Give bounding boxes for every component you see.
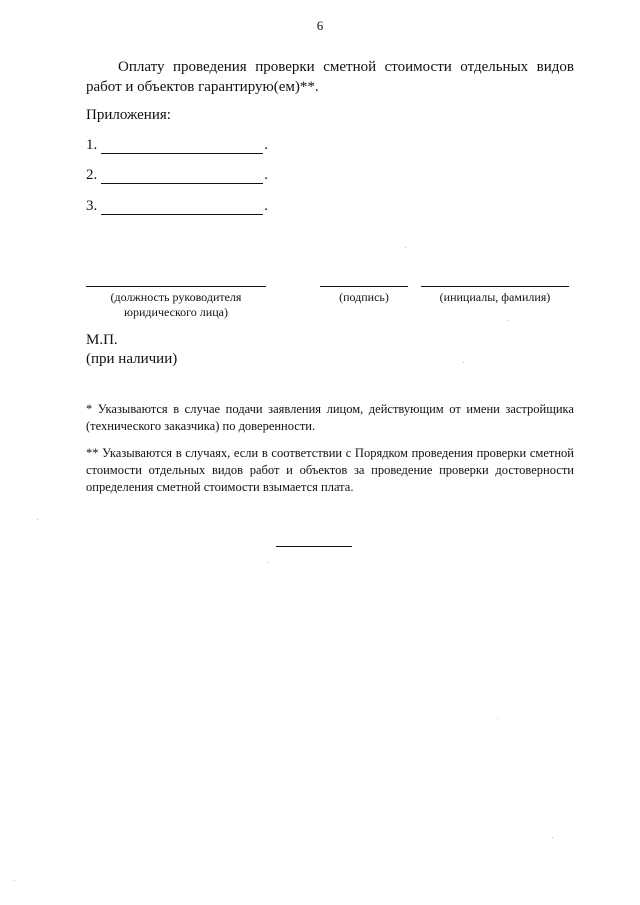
stamp-note: (при наличии) (86, 351, 178, 367)
attachment-line-2 (86, 167, 268, 184)
attachment-number: 2. (86, 167, 98, 183)
attachment-end: . (264, 198, 268, 214)
footnote-2: ** Указываются в случаях, если в соответствии с Порядком проведения проверки сметной стоимости отдельных видов работ и объектов за проведение проверки достоверности определения сметной стоимости взымается плата. (86, 446, 574, 494)
attachment-number: 1. (86, 137, 98, 153)
scan-speck (37, 519, 38, 520)
scan-speck (552, 837, 553, 838)
attachment-number: 3. (86, 198, 98, 214)
attachment-end: . (264, 137, 268, 153)
name-caption: (инициалы, фамилия) (439, 290, 551, 304)
scan-speck (463, 362, 464, 363)
attachment-line-3 (86, 198, 268, 215)
scan-speck (507, 320, 508, 321)
position-signature-line (86, 286, 266, 287)
attachment-blank (101, 200, 263, 215)
footnote-1: * Указываются в случае подачи заявления лицом, действующим от имени застройщика (технического заказчика) по доверенности. (86, 402, 574, 433)
stamp-block (86, 331, 177, 369)
scan-speck (14, 880, 15, 881)
attachment-blank (101, 139, 263, 154)
attachment-blank (101, 169, 263, 184)
stamp-label: М.П. (86, 332, 118, 348)
guarantee-paragraph: Оплату проведения проверки сметной стоимости отдельных видов работ и объектов гарантирую(ем)**. (86, 59, 574, 95)
scan-speck (497, 718, 498, 719)
signature-caption: (подпись) (339, 290, 389, 304)
name-signature-line (421, 286, 569, 287)
attachments-label: Приложения: (86, 107, 171, 123)
position-caption: (должность руководителя юридического лица) (110, 290, 242, 319)
attachment-line-1 (86, 137, 268, 154)
scan-speck (268, 562, 269, 563)
attachment-end: . (264, 167, 268, 183)
end-rule (276, 546, 352, 547)
signature-line (320, 286, 408, 287)
scan-speck (405, 247, 406, 248)
page-number: 6 (316, 18, 324, 33)
